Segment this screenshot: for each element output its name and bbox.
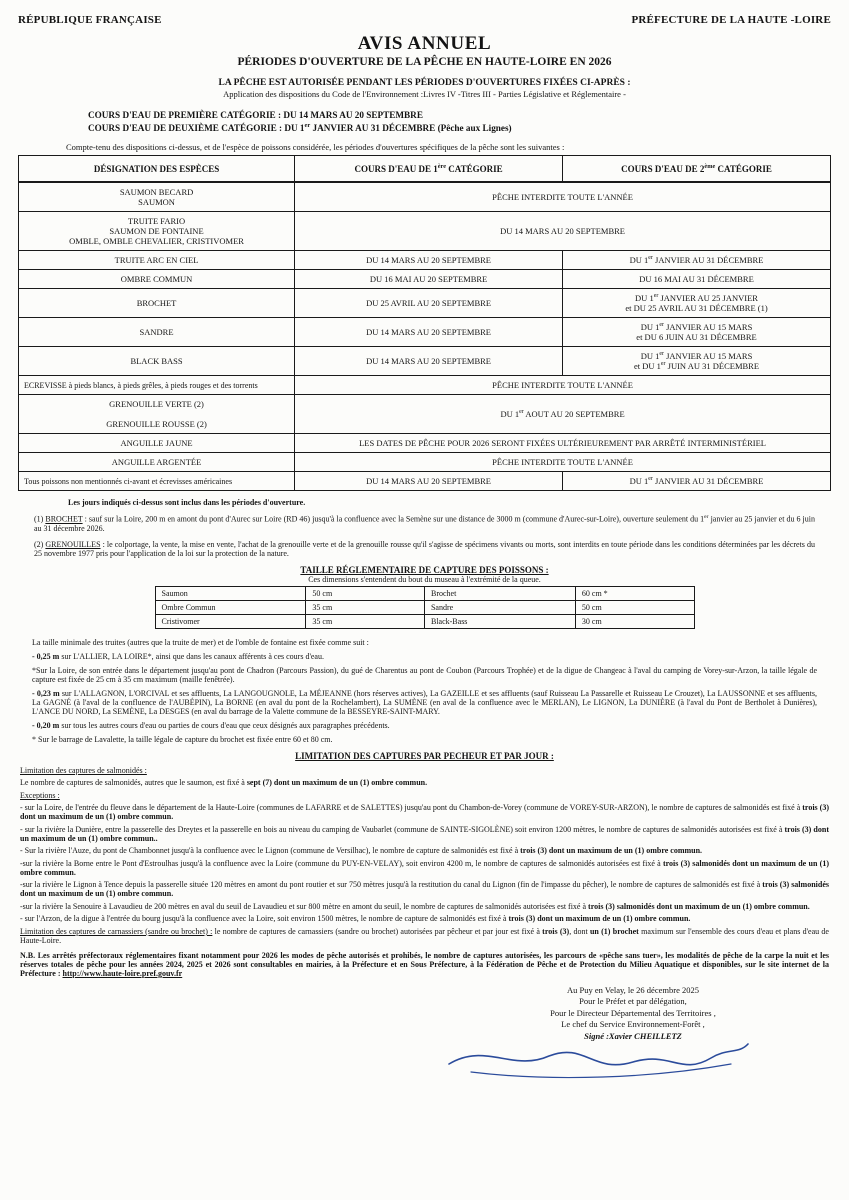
limitation-heading: LIMITATION DES CAPTURES PAR PECHEUR ET PAR JOUR : — [295, 750, 554, 761]
species-row — [19, 318, 831, 347]
code-application-note: Application des dispositions du Code de l'Environnement :Livres IV -Titres III - Parties Législative et Réglementaire - — [223, 89, 626, 99]
table-cell: SAUMON BECARD SAUMON — [19, 182, 295, 212]
table-cell: DU 14 MARS AU 20 SEPTEMBRE — [295, 251, 563, 270]
category-periods — [88, 110, 831, 133]
size-cell: 30 cm — [575, 614, 694, 628]
table-cell: TRUITE FARIO SAUMON DE FONTAINE OMBLE, OMBLE CHEVALIER, CRISTIVOMER — [19, 212, 295, 251]
paragraph: -sur la rivière la Borne entre le Pont d'Estroulhas jusqu'à la confluence avec la Loire (commune du PUY-EN-VELAY), soit environ 4200 m, le nombre de captures de salmonidés autorisées est fixé à trois (3) salmonidés dont un maximum de un (1) ombre commun. — [20, 858, 829, 877]
prefecture-label: PRÉFECTURE DE LA HAUTE -LOIRE — [631, 14, 831, 26]
table-cell: DU 16 MAI AU 31 DÉCEMBRE — [563, 270, 831, 289]
republic-label: RÉPUBLIQUE FRANÇAISE — [18, 14, 162, 26]
table-cell: DU 25 AVRIL AU 20 SEPTEMBRE — [295, 289, 563, 318]
table-cell: OMBRE COMMUN — [19, 270, 295, 289]
signature-block — [513, 985, 753, 1082]
paragraph: La taille minimale des truites (autres que la truite de mer) et de l'omble de fontaine est fixée comme suit : — [32, 637, 369, 647]
species-row — [19, 182, 831, 212]
table-cell: PÊCHE INTERDITE TOUTE L'ANNÉE — [295, 453, 831, 472]
table-cell: DU 14 MARS AU 20 SEPTEMBRE — [295, 318, 563, 347]
paragraph: *Sur la Loire, de son entrée dans le département jusqu'au pont de Chadron (Parcours Passion), du gué de Charentus au pont de Coubon (Parcours Trophée) et de la digue de Changeac à l'aval du camping de Vorey-sur-Arzon, la taille légale de capture est fixée de 25 cm à 35 cm maximum (maille fenêtrée). — [32, 665, 817, 684]
table-cell: DU 16 MAI AU 20 SEPTEMBRE — [295, 270, 563, 289]
table-cell: DU 14 MARS AU 20 SEPTEMBRE — [295, 472, 563, 491]
paragraph: -sur la rivière le Lignon à Tence depuis la passerelle située 120 mètres en amont du pont routier et sur 750 mètres jusqu'à la restitution du canal du Lignon (fin de l'impasse du pêcher), le nombre de captures de salmonidés est fixé à trois (3) salmonidés dont un maximum de un (1) ombre commun. — [20, 880, 829, 899]
signature-scribble — [443, 1036, 753, 1082]
table-cell: ANGUILLE JAUNE — [19, 434, 295, 453]
size-cell: Cristivomer — [155, 614, 306, 628]
size-cell: 35 cm — [306, 614, 425, 628]
paragraph: -sur la rivière la Senouire à Lavaudieu de 200 mètres en aval du seuil de Lavaudieu et sur 800 mètre en amont du seuil, le nombre de captures de salmonidés autorisées est fixé à trois (3) salmonidés dont un maximum de un (1) ombre commun. — [20, 901, 810, 911]
paragraph: * Sur le barrage de Lavalette, la taille légale de capture du brochet est fixée entre 60 et 80 cm. — [32, 734, 333, 744]
size-cell: Ombre Commun — [155, 600, 306, 614]
header-cat2: COURS D'EAU DE 2ème CATÉGORIE — [563, 156, 831, 183]
size-row — [155, 614, 694, 628]
paragraph: - Sur la rivière l'Auze, du pont de Chambonnet jusqu'à la confluence avec le Lignon (commune de Versilhac), le nombre de capture de salmonidés est fixé à trois (3) dont un maximum de un (1) ombre commun. — [20, 846, 703, 856]
paragraph: Limitation des captures de carnassiers (sandre ou brochet) : le nombre de captures de carnassiers (sandre ou brochet) autorisées par pêcheur et par jour est fixé à trois (3), dont un (1) brochet maximum sur l'ensemble des cours d'eau et plans d'eau de Haute-Loire. — [20, 926, 829, 945]
table-cell: DU 14 MARS AU 20 SEPTEMBRE — [295, 347, 563, 376]
table-cell: DU 1er JANVIER AU 31 DÉCEMBRE — [563, 251, 831, 270]
paragraph: - sur la rivière la Dunière, entre la passerelle des Dreytes et la passerelle en bois au niveau du camping de Vaubarlet (commune de SAINTE-SIGOLÈNE) soit environ 1200 mètres, le nombre de captures de salmonidés autorisées est fixé à trois (3) dont un maximum de un (1) ombre commun.. — [20, 824, 829, 843]
header-species: DÉSIGNATION DES ESPÈCES — [19, 156, 295, 183]
signature-delegation-line1: Pour le Préfet et par délégation, — [579, 996, 687, 1007]
size-cell: 35 cm — [306, 600, 425, 614]
paragraph: Exceptions : — [20, 790, 60, 800]
species-row — [19, 453, 831, 472]
table-cell: Tous poissons non mentionnés ci-avant et écrevisses américaines — [19, 472, 295, 491]
paragraph: Le nombre de captures de salmonidés, autres que le saumon, est fixé à sept (7) dont un maximum de un (1) ombre commun. — [20, 778, 428, 788]
species-row — [19, 212, 831, 251]
table-cell: ECREVISSE à pieds blancs, à pieds grêles, à pieds rouges et des torrents — [19, 376, 295, 395]
size-section-title: TAILLE RÉGLEMENTAIRE DE CAPTURE DES POISSONS : — [300, 564, 549, 575]
days-included-note: Les jours indiqués ci-dessus sont inclus dans les périodes d'ouverture. — [68, 498, 306, 508]
paragraph: - 0,20 m sur tous les autres cours d'eau ou parties de cours d'eau que ceux désignés aux paragraphes précédents. — [32, 720, 390, 730]
signature-place-date: Au Puy en Velay, le 26 décembre 2025 — [567, 984, 699, 995]
table-cell: DU 1er JANVIER AU 15 MARS et DU 1er JUIN AU 31 DÉCEMBRE — [563, 347, 831, 376]
species-periods-table — [18, 155, 831, 491]
considering-statement: Compte-tenu des dispositions ci-dessus, et de l'espèce de poissons considérée, les périodes d'ouvertures spécifiques de la pêche sont les suivantes : — [66, 142, 565, 153]
paragraph: - 0,25 m sur L'ALLIER, LA LOIRE*, ainsi que dans les canaux afférents à ces cours d'eau. — [32, 651, 324, 661]
sizes-table-body — [155, 586, 694, 628]
species-row — [19, 472, 831, 491]
trout-size-rules — [18, 638, 831, 744]
species-row — [19, 270, 831, 289]
species-row — [19, 347, 831, 376]
signed-name: Signé :Xavier CHEILLETZ — [584, 1030, 682, 1041]
document-header — [18, 14, 831, 26]
size-cell: Saumon — [155, 586, 306, 600]
paragraph: - sur l'Arzon, de la digue à l'entrée du bourg jusqu'à la confluence avec la Loire, soit environ 1500 mètres, le nombre de capture de salmonidés est fixé à trois (3) dont un maximum de un (1) ombre commun. — [20, 914, 691, 924]
table-cell: ANGUILLE ARGENTÉE — [19, 453, 295, 472]
species-row — [19, 376, 831, 395]
page-subtitle: PÉRIODES D'OUVERTURE DE LA PÊCHE EN HAUTE-LOIRE EN 2026 — [237, 56, 612, 68]
table-cell: PÊCHE INTERDITE TOUTE L'ANNÉE — [295, 376, 831, 395]
paragraph: (1) BROCHET : sauf sur la Loire, 200 m en amont du pont d'Aurec sur Loire (RD 46) jusqu'à la confluence avec la Semène sur une distance de 3000 m (commune d'Aurec-sur-Loire), ouverture seulement du 1er janvier au 25 janvier et du 6 juin au 31 décembre 2026. — [34, 514, 815, 533]
paragraph: (2) GRENOUILLES : le colportage, la vente, la mise en vente, l'achat de la grenouille verte et de la grenouille rousse qu'il s'agisse de spécimens vivants ou morts, sont interdits en toute période dans les conditions déterminées par les décrets du 25 novembre 1977 pris pour l'application de la loi sur la protection de la nature. — [34, 539, 815, 558]
header-cat1: COURS D'EAU DE 1ère CATÉGORIE — [295, 156, 563, 183]
species-row — [19, 434, 831, 453]
authorization-statement: LA PÊCHE EST AUTORISÉE PENDANT LES PÉRIODES D'OUVERTURES FIXÉES CI-APRÈS : — [218, 78, 631, 88]
category-2-period: COURS D'EAU DE DEUXIÈME CATÉGORIE : DU 1er JANVIER AU 31 DÉCEMBRE (Pêche aux Lignes) — [88, 122, 512, 134]
table-cell: LES DATES DE PÊCHE POUR 2026 SERONT FIXÉES ULTÉRIEUREMENT PAR ARRÊTÉ INTERMINISTÉRIEL — [295, 434, 831, 453]
size-cell: 50 cm — [575, 600, 694, 614]
table-cell: PÊCHE INTERDITE TOUTE L'ANNÉE — [295, 182, 831, 212]
table-cell: SANDRE — [19, 318, 295, 347]
size-cell: Brochet — [424, 586, 575, 600]
table-cell: DU 1er AOUT AU 20 SEPTEMBRE — [295, 395, 831, 434]
species-table-body — [19, 182, 831, 491]
table-cell: DU 1er JANVIER AU 15 MARS et DU 6 JUIN AU 31 DÉCEMBRE — [563, 318, 831, 347]
nota-bene — [20, 951, 829, 978]
prefecture-url-link[interactable]: http://www.haute-loire.pref.gouv.fr — [62, 968, 183, 978]
paragraph: Limitation des captures de salmonidés : — [20, 765, 147, 775]
table-cell: BROCHET — [19, 289, 295, 318]
size-cell: Black-Bass — [424, 614, 575, 628]
signature-delegation-line2: Pour le Directeur Départemental des Territoires , — [550, 1007, 716, 1018]
species-table-header-row — [19, 156, 831, 183]
limitation-rules — [18, 766, 831, 945]
category-1-period: COURS D'EAU DE PREMIÈRE CATÉGORIE : DU 14 MARS AU 20 SEPTEMBRE — [88, 110, 423, 120]
size-row — [155, 586, 694, 600]
table-cell: GRENOUILLE VERTE (2) GRENOUILLE ROUSSE (2) — [19, 395, 295, 434]
size-row — [155, 600, 694, 614]
size-section-subtitle: Ces dimensions s'entendent du bout du museau à l'extrémité de la queue. — [308, 574, 541, 584]
table-cell: DU 14 MARS AU 20 SEPTEMBRE — [295, 212, 831, 251]
species-row — [19, 251, 831, 270]
capture-sizes-table — [155, 586, 695, 629]
paragraph: - 0,23 m sur L'ALLAGNON, L'ORCIVAL et ses affluents, La LANGOUGNOLE, La MÉJEANNE (hors réserves actives), La GAZEILLE et ses affluents (sauf Ruisseau La Passarelle et Ruisseau Le Crouzet), La LAUSSONNE et ses affluents, La GAGNÉ (à l'aval de la confluence de l'AUBÉPIN), La BORNE (en aval du pont de la Rochelambert), La SUMÈNE (en aval de la confluence avec le MERLAN), Le LIGNON, La DUNIÈRE (à l'aval du Pont de Bertholet à Dunières), L'ANCE DU NORD, La SEMÈNE, La DESGES (en aval du barrage de la Valette commune de la BESSEYRE-SAINT-MARY. — [32, 688, 817, 716]
notes-section — [18, 498, 831, 558]
table-cell: DU 1er JANVIER AU 25 JANVIER et DU 25 AVRIL AU 31 DÉCEMBRE (1) — [563, 289, 831, 318]
size-cell: Sandre — [424, 600, 575, 614]
size-cell: 50 cm — [306, 586, 425, 600]
species-row — [19, 289, 831, 318]
nb-text: N.B. Les arrêtés préfectoraux réglementaires fixant notamment pour 2026 les modes de pêche autorisés et prohibés, le nombre de captures autorisées, les parcours de «pêche sans tuer», les modalités de pêche de la carpe la nuit et les réserves totales de pêche pour les années 2024, 2025 et 2026 sont consultables en mairies, à la Préfecture et en Sous Préfecture, à la Fédération de Pêche et de Protection du Milieu Aquatique et disponibles, sur le site internet de la Préfecture : — [20, 950, 829, 978]
table-cell: TRUITE ARC EN CIEL — [19, 251, 295, 270]
paragraph: - sur la Loire, de l'entrée du fleuve dans le département de la Haute-Loire (communes de LAFARRE et de SALETTES) jusqu'au pont du Chambon-de-Vorey (commune de VOREY-SUR-ARZON), le nombre de captures de salmonidés est fixé à trois (3) dont un maximum de un (1) ombre commun. — [20, 803, 830, 822]
table-cell: BLACK BASS — [19, 347, 295, 376]
footnotes — [18, 514, 831, 558]
size-cell: 60 cm * — [575, 586, 694, 600]
signature-delegation-line3: Le chef du Service Environnement-Forêt , — [561, 1019, 705, 1030]
species-row — [19, 395, 831, 434]
table-cell: DU 1er JANVIER AU 31 DÉCEMBRE — [563, 472, 831, 491]
page-title: AVIS ANNUEL — [357, 33, 492, 54]
